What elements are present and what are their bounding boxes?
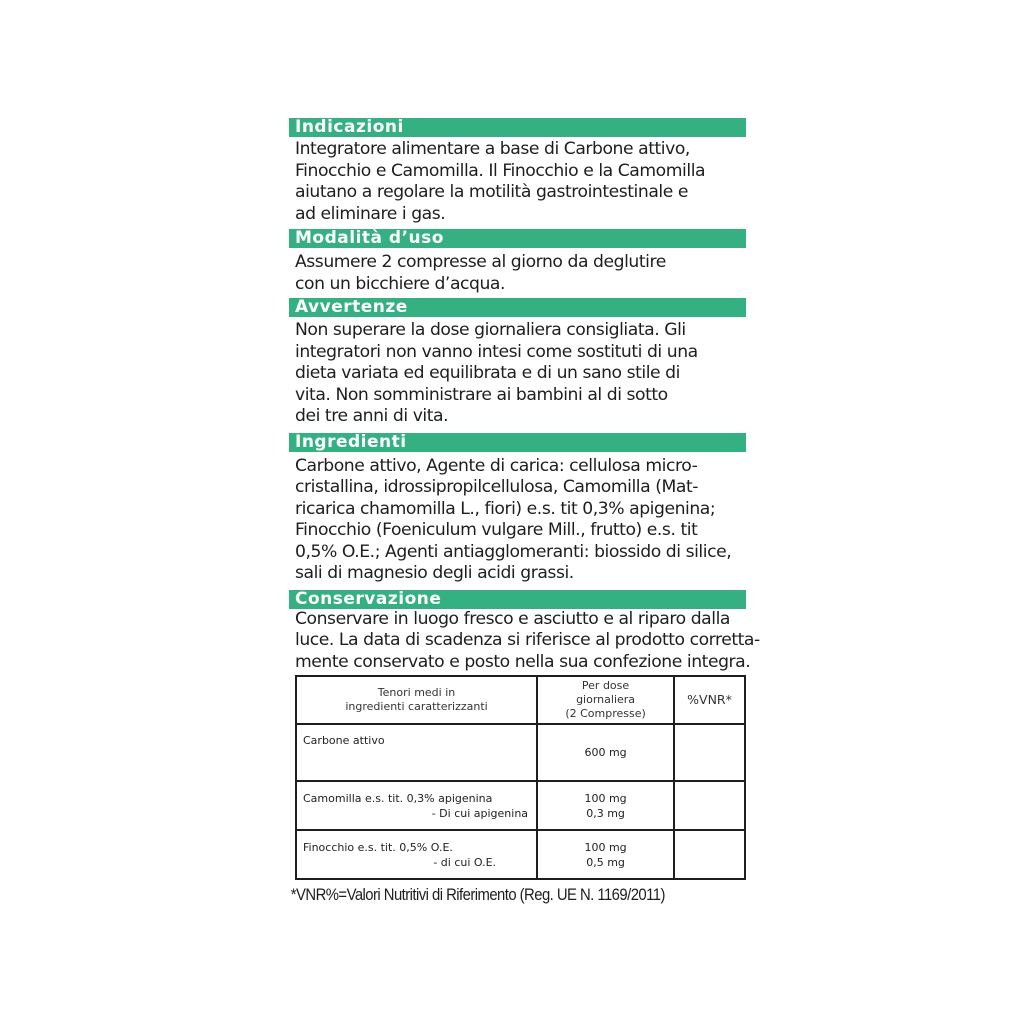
- section-indicazioni: [289, 118, 746, 225]
- row-vnr: [674, 781, 745, 830]
- section-text: Integratore alimentare a base di Carbone attivo, Finocchio e Camomilla. Il Finocchio e la Camomilla aiutano a regolare la motilità gastrointestinale e ad eliminare i gas.: [295, 139, 706, 224]
- row-name: Camomilla e.s. tit. 0,3% apigenina - Di cui apigenina: [296, 781, 537, 830]
- product-label: [289, 117, 760, 905]
- section-text: Non superare la dose giornaliera consigliata. Gli integratori non vanno intesi come sostituti di una dieta variata ed equilibrata e di un sano stile di vita. Non somministrare ai bambini al di sotto dei tre anni di vita.: [295, 320, 698, 426]
- section-avvertenze: [289, 298, 746, 428]
- row-amount: 100 mg 0,3 mg: [537, 781, 674, 830]
- section-title: Modalità d’uso: [289, 229, 746, 248]
- table-header-row: [296, 676, 745, 724]
- section-modalita-uso: [289, 229, 746, 295]
- nutrition-table: [295, 675, 746, 880]
- row-amount: 600 mg: [537, 724, 674, 781]
- section-text: Assumere 2 compresse al giorno da deglutire con un bicchiere d’acqua.: [295, 252, 666, 294]
- header-daily-dose: Per dose giornaliera (2 Compresse): [537, 676, 674, 724]
- section-conservazione: [289, 588, 760, 674]
- table-row: [296, 830, 745, 879]
- row-vnr: [674, 830, 745, 879]
- section-title: Avvertenze: [289, 298, 746, 317]
- row-amount: 100 mg 0,5 mg: [537, 830, 674, 879]
- header-ingredients: Tenori medi in ingredienti caratterizzanti: [296, 676, 537, 724]
- section-text: Conservare in luogo fresco e asciutto e al riparo dalla luce. La data di scadenza si riferisce al prodotto corretta- mente conservato e posto nella sua confezione integra.: [295, 608, 760, 672]
- section-ingredienti: [289, 433, 746, 585]
- section-title: Indicazioni: [289, 118, 746, 137]
- table-row: [296, 781, 745, 830]
- row-name: Carbone attivo: [296, 724, 537, 781]
- footnote: *VNR%=Valori Nutritivi di Riferimento (Reg. UE N. 1169/2011): [290, 886, 665, 904]
- header-vnr: %VNR*: [674, 676, 745, 724]
- section-text: Carbone attivo, Agente di carica: cellulosa micro- cristallina, idrossipropilcellulosa, Camomilla (Mat- ricarica chamomilla L., fiori) e.s. tit 0,3% apigenina; Finocchio (Foeniculum vulgare Mill., frutto) e.s. tit 0,5% O.E.; Agenti antiagglomeranti: biossido di silice, sali di magnesio degli acidi grassi.: [295, 455, 732, 583]
- table-row: [296, 724, 745, 781]
- row-name: Finocchio e.s. tit. 0,5% O.E. - di cui O.E.: [296, 830, 537, 879]
- section-title: Ingredienti: [289, 433, 746, 452]
- section-title: Conservazione: [289, 590, 746, 609]
- row-vnr: [674, 724, 745, 781]
